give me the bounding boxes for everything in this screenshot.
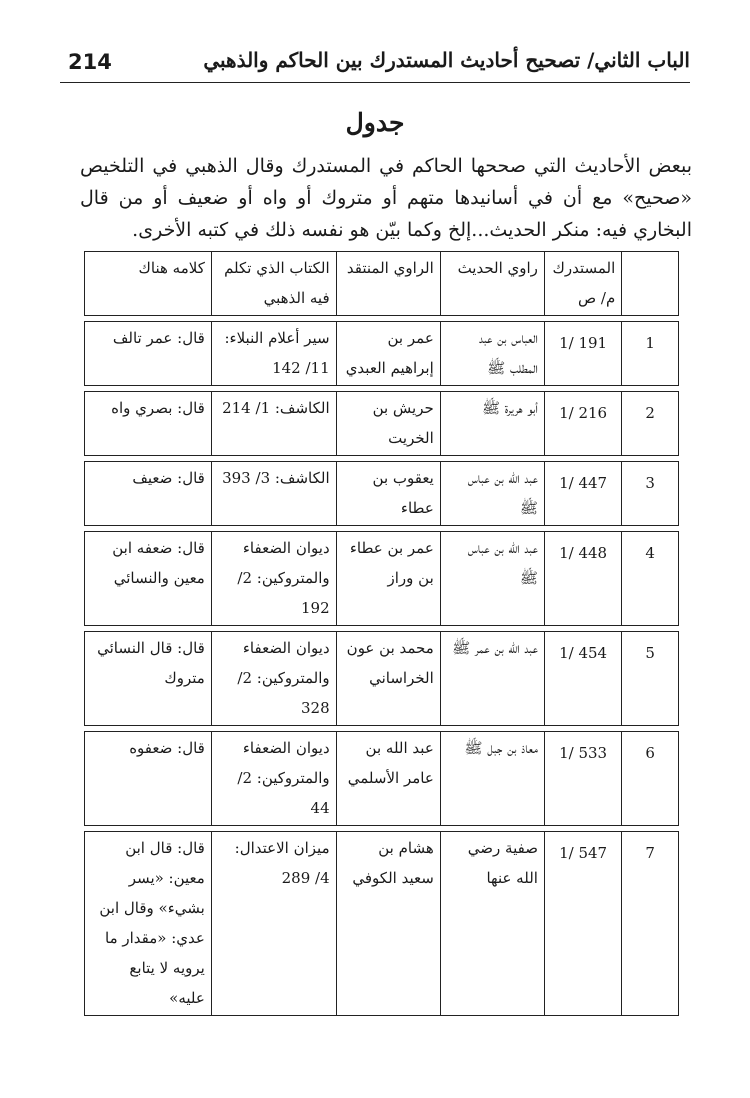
cell-num: 1	[622, 322, 679, 386]
cell-narrator: عبد الله بن عباس ﷺ	[440, 532, 544, 626]
cell-book: ديوان الضعفاء والمتروكين: 2/ 192	[211, 532, 336, 626]
header-comment: كلامه هناك	[85, 252, 212, 316]
hadith-table	[84, 251, 679, 1016]
header-narrator: راوي الحديث	[440, 252, 544, 316]
cell-book: ديوان الضعفاء والمتروكين: 2/ 44	[211, 732, 336, 826]
cell-critiqued: عمر بن إبراهيم العبدي	[336, 322, 440, 386]
cell-ref: 1/ 216	[544, 392, 621, 456]
cell-ref: 1/ 547	[544, 832, 621, 1016]
header-dhahabi-book: الكتاب الذي تكلم فيه الذهبي	[211, 252, 336, 316]
cell-comment: قال: بصري واه	[85, 392, 212, 456]
cell-narrator: عبد الله بن عمر ﷺ	[440, 632, 544, 726]
cell-num: 6	[622, 732, 679, 826]
cell-comment: قال: قال ابن معين: «يسر بشيء» وقال ابن عدي: «مقدار ما يرويه لا يتابع عليه»	[85, 832, 212, 1016]
cell-book: سير أعلام النبلاء: 11/ 142	[211, 322, 336, 386]
header-critiqued-narrator: الراوي المنتقد	[336, 252, 440, 316]
header-mustadrak-ref: المستدرك م/ ص	[544, 252, 621, 316]
cell-critiqued: عمر بن عطاء بن وراز	[336, 532, 440, 626]
intro-paragraph: ببعض الأحاديث التي صححها الحاكم في المستدرك وقال الذهبي في التلخيص «صحيح» مع أن في أسانيدها متهم أو متروك أو واه أو ضعيف أو من قال البخاري فيه: منكر الحديث...إلخ وكما بيّن هو نفسه ذلك في كتبه الأخرى.	[80, 155, 692, 241]
cell-narrator: معاذ بن جبل ﷺ	[440, 732, 544, 826]
table-row	[85, 832, 679, 1016]
table-row	[85, 632, 679, 726]
cell-num: 7	[622, 832, 679, 1016]
cell-comment: قال: قال النسائي متروك	[85, 632, 212, 726]
cell-critiqued: حريش بن الخريت	[336, 392, 440, 456]
table-row	[85, 322, 679, 386]
cell-narrator: أبو هريرة ﷺ	[440, 392, 544, 456]
page-header	[60, 36, 690, 83]
cell-comment: قال: ضعفه ابن معين والنسائي	[85, 532, 212, 626]
cell-critiqued: محمد بن عون الخراساني	[336, 632, 440, 726]
cell-num: 5	[622, 632, 679, 726]
cell-book: الكاشف: 1/ 214	[211, 392, 336, 456]
header-num	[622, 252, 679, 316]
cell-ref: 1/ 454	[544, 632, 621, 726]
cell-book: ميزان الاعتدال: 4/ 289	[211, 832, 336, 1016]
cell-num: 3	[622, 462, 679, 526]
table-row	[85, 532, 679, 626]
cell-narrator: العباس بن عبد المطلب ﷺ	[440, 322, 544, 386]
cell-critiqued: هشام بن سعيد الكوفي	[336, 832, 440, 1016]
cell-comment: قال: ضعفوه	[85, 732, 212, 826]
table-row	[85, 462, 679, 526]
table-row	[85, 732, 679, 826]
cell-num: 4	[622, 532, 679, 626]
cell-narrator: صفية رضي الله عنها	[440, 832, 544, 1016]
cell-critiqued: يعقوب بن عطاء	[336, 462, 440, 526]
table-header-row	[85, 252, 679, 316]
cell-ref: 1/ 447	[544, 462, 621, 526]
running-title: الباب الثاني/ تصحيح أحاديث المستدرك بين الحاكم والذهبي	[203, 48, 690, 72]
cell-comment: قال: ضعيف	[85, 462, 212, 526]
cell-ref: 1/ 448	[544, 532, 621, 626]
page-number: 214	[68, 50, 112, 74]
cell-book: الكاشف: 3/ 393	[211, 462, 336, 526]
cell-num: 2	[622, 392, 679, 456]
cell-critiqued: عبد الله بن عامر الأسلمي	[336, 732, 440, 826]
cell-ref: 1/ 533	[544, 732, 621, 826]
cell-comment: قال: عمر تالف	[85, 322, 212, 386]
cell-book: ديوان الضعفاء والمتروكين: 2/ 328	[211, 632, 336, 726]
cell-narrator: عبد الله بن عباس ﷺ	[440, 462, 544, 526]
cell-ref: 1/ 191	[544, 322, 621, 386]
section-heading: جدول	[345, 108, 405, 137]
table-row	[85, 392, 679, 456]
